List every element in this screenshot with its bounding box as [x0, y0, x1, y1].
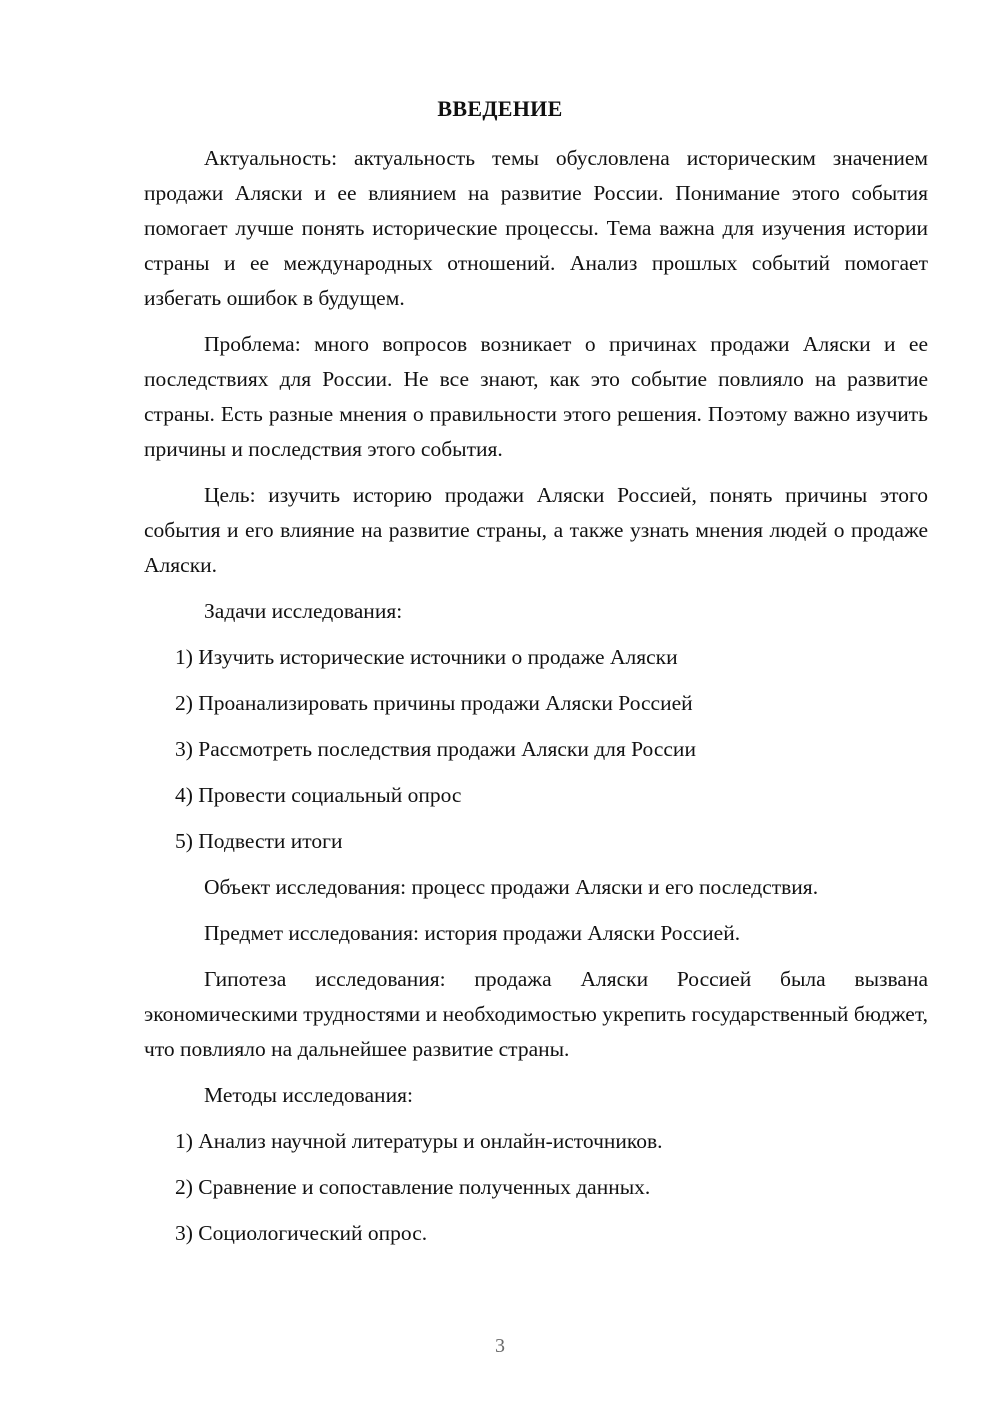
- list-item: 3) Рассмотреть последствия продажи Аляски для России: [175, 737, 696, 761]
- problem-paragraph: Проблема: много вопросов возникает о причинах продажи Аляски и ее последствиях для России. Не все знают, как это событие повлияло на развитие страны. Есть разные мнения о правильности этого решения. Поэтому важно изучить причины и последствия этого события.: [144, 332, 928, 461]
- relevance-paragraph: Актуальность: актуальность темы обусловлена историческим значением продажи Аляски и ее влиянием на развитие России. Понимание этого события помогает лучше понять исторические процессы. Тема важна для изучения истории страны и ее международных отношений. Анализ прошлых событий помогает избегать ошибок в будущем.: [144, 146, 928, 310]
- page-number: 3: [495, 1335, 505, 1357]
- list-item: 5) Подвести итоги: [175, 829, 343, 853]
- list-item: 2) Сравнение и сопоставление полученных данных.: [175, 1175, 651, 1199]
- page-title: ВВЕДЕНИЕ: [437, 96, 563, 121]
- list-item: 1) Анализ научной литературы и онлайн-источников.: [175, 1129, 663, 1153]
- methods-heading: Методы исследования:: [204, 1083, 413, 1107]
- list-item: 2) Проанализировать причины продажи Аляски Россией: [175, 691, 693, 715]
- methods-list: [144, 1124, 928, 1251]
- subject-paragraph: Предмет исследования: история продажи Аляски Россией.: [204, 921, 741, 945]
- tasks-heading: Задачи исследования:: [204, 599, 403, 623]
- hypothesis-paragraph: Гипотеза исследования: продажа Аляски Россией была вызвана экономическими трудностями и необходимостью укрепить государственный бюджет, что повлияло на дальнейшее развитие страны.: [144, 967, 928, 1061]
- document-body: [144, 141, 928, 1251]
- tasks-list: [144, 640, 928, 859]
- list-item: 1) Изучить исторические источники о продаже Аляски: [175, 645, 678, 669]
- list-item: 4) Провести социальный опрос: [175, 783, 462, 807]
- object-paragraph: Объект исследования: процесс продажи Аляски и его последствия.: [204, 875, 819, 899]
- list-item: 3) Социологический опрос.: [175, 1221, 428, 1245]
- goal-paragraph: Цель: изучить историю продажи Аляски Россией, понять причины этого события и его влияние на развитие страны, а также узнать мнения людей о продаже Аляски.: [144, 483, 928, 577]
